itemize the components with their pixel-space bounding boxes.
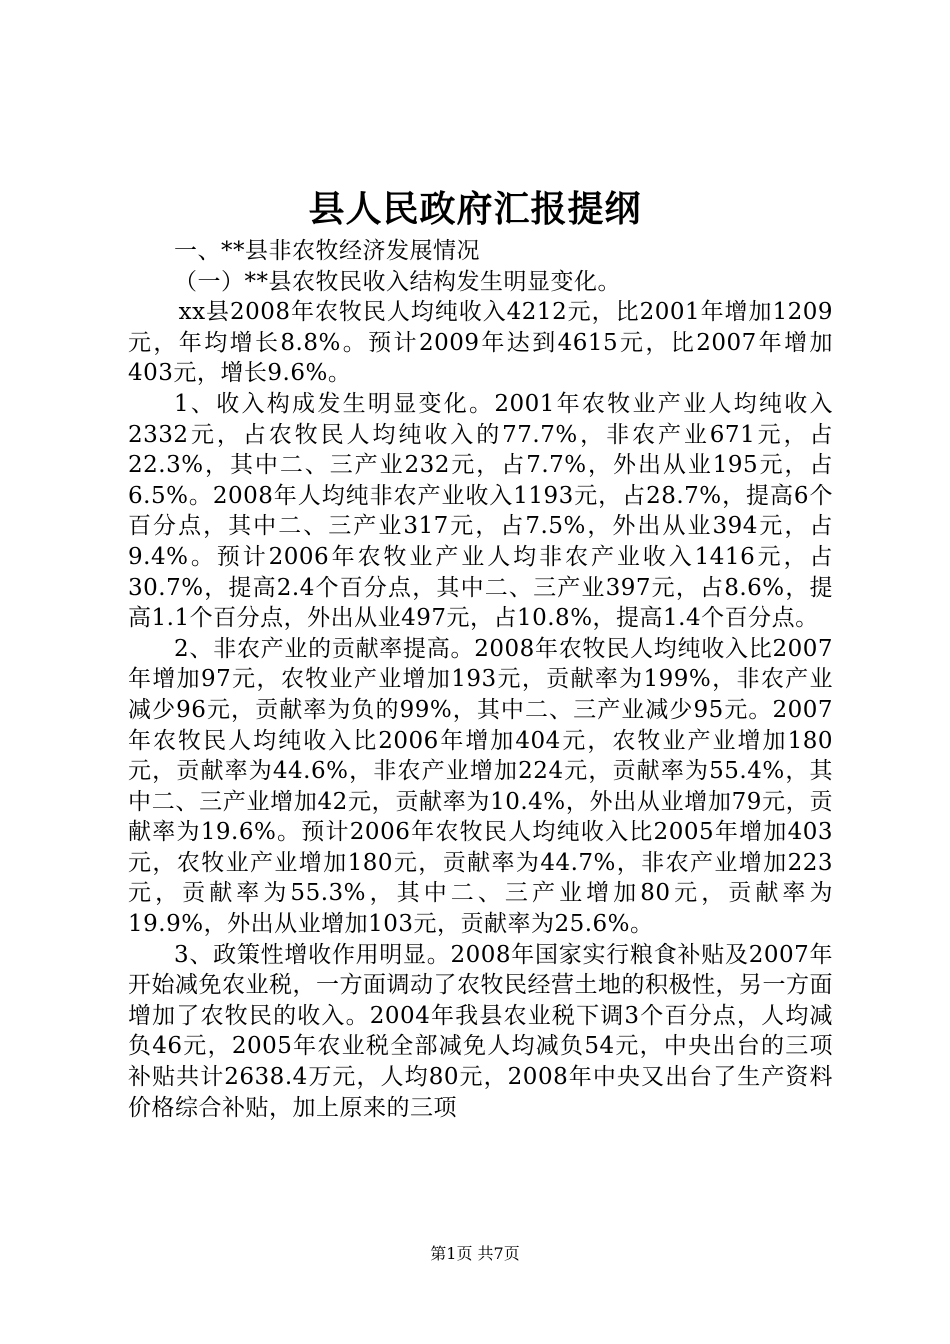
section-heading: 一、**县非农牧经济发展情况 [174, 238, 480, 264]
paragraph-income-composition: 1、收入构成发生明显变化。2001年农牧业产业人均纯收入2332元，占农牧民人均纯收入的77.7%，非农产业671元，占22.3%，其中二、三产业232元，占7.7%，外出从业195元，占6.5%。2008年人均纯非农产业收入1193元，占28.7%，提高6个百分点，其中二、三产业317元，占7.5%，外出从业394元，占9.4%。预计2006年农牧业产业人均非农产业收入1416元，占30.7%，提高2.4个百分点，其中二、三产业397元，占8.6%，提高1.1个百分点，外出从业497元，占10.8%，提高1.4个百分点。 [128, 390, 833, 632]
paragraph-contribution-rate: 2、非农产业的贡献率提高。2008年农牧民人均纯收入比2007年增加97元，农牧业产业增加193元，贡献率为199%，非农产业减少96元，贡献率为负的99%，其中二、三产业减少95元。2007年农牧民人均纯收入比2006年增加404元，农牧业产业增加180元，贡献率为44.6%，非农产业增加224元，贡献率为55.4%，其中二、三产业增加42元，贡献率为10.4%，外出从业增加79元，贡献率为19.6%。预计2006年农牧民人均纯收入比2005年增加403元，农牧业产业增加180元，贡献率为44.7%，非农产业增加223元，贡献率为55.3%，其中二、三产业增加80元，贡献率为19.9%，外出从业增加103元，贡献率为25.6%。 [128, 635, 833, 938]
document-title: 县人民政府汇报提纲 [308, 188, 642, 230]
document-body [128, 236, 833, 1123]
paragraph-income-summary: xx县2008年农牧民人均纯收入4212元，比2001年增加1209元，年均增长8.8%。预计2009年达到4615元，比2007年增加403元，增长9.6%。 [128, 299, 833, 387]
page-number-footer: 第1页 共7页 [430, 1244, 520, 1263]
subsection-heading: （一）**县农牧民收入结构发生明显变化。 [174, 268, 621, 295]
paragraph-policy-income: 3、政策性增收作用明显。2008年国家实行粮食补贴及2007年开始减免农业税，一方面调动了农牧民经营土地的积极性，另一方面增加了农牧民的收入。2004年我县农业税下调3个百分点，人均减负46元，2005年农业税全部减免人均减负54元，中央出台的三项补贴共计2638.4万元，人均80元，2008年中央又出台了生产资料价格综合补贴，加上原来的三项 [128, 941, 833, 1121]
